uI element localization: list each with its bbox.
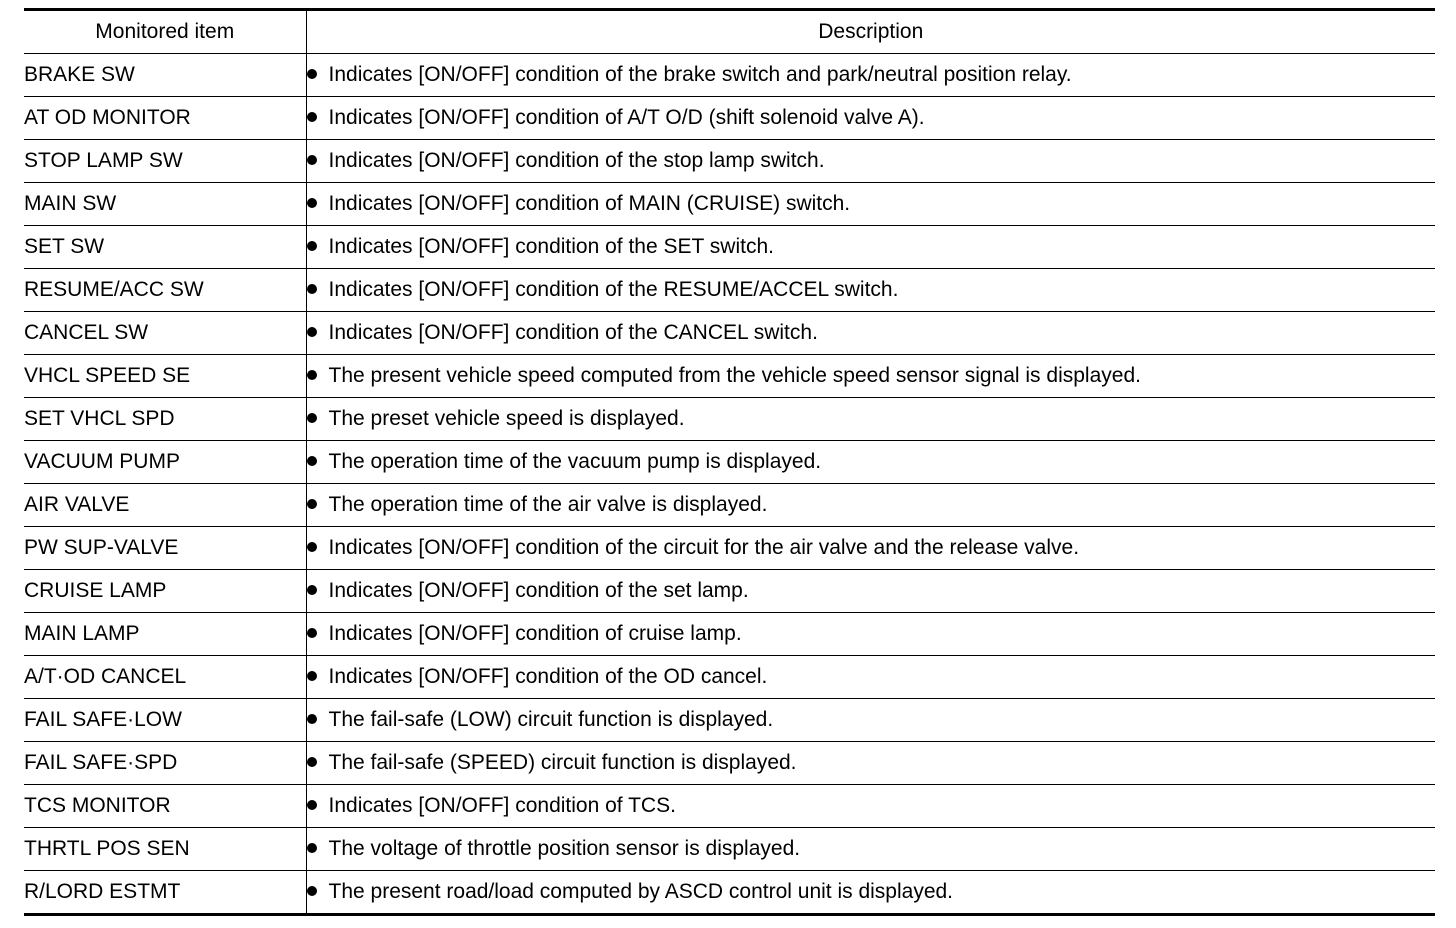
description-cell xyxy=(306,828,1435,871)
monitored-item-cell: VACUUM PUMP xyxy=(24,441,306,484)
description-text: Indicates [ON/OFF] condition of A/T O/D (shift solenoid valve A). xyxy=(328,106,925,129)
description-text: The present vehicle speed computed from the vehicle speed sensor signal is displayed. xyxy=(328,364,1141,387)
table-row xyxy=(24,871,1435,915)
description-cell xyxy=(306,527,1435,570)
table-row xyxy=(24,527,1435,570)
description-text: The operation time of the air valve is displayed. xyxy=(328,493,768,516)
bullet-icon xyxy=(307,714,317,724)
monitored-item-cell: MAIN SW xyxy=(24,183,306,226)
table-row xyxy=(24,226,1435,269)
table-row xyxy=(24,269,1435,312)
monitored-item-cell: SET VHCL SPD xyxy=(24,398,306,441)
bullet-icon xyxy=(307,327,317,337)
bullet-icon xyxy=(307,542,317,552)
table-header-row xyxy=(24,10,1435,54)
description-cell xyxy=(306,226,1435,269)
table-row xyxy=(24,140,1435,183)
description-cell xyxy=(306,484,1435,527)
description-cell xyxy=(306,785,1435,828)
table-row xyxy=(24,484,1435,527)
monitored-item-cell: MAIN LAMP xyxy=(24,613,306,656)
monitored-item-cell: AIR VALVE xyxy=(24,484,306,527)
monitored-item-cell: FAIL SAFE·SPD xyxy=(24,742,306,785)
table-row xyxy=(24,828,1435,871)
bullet-icon xyxy=(307,456,317,466)
monitored-item-cell: CANCEL SW xyxy=(24,312,306,355)
table-row xyxy=(24,355,1435,398)
description-text: Indicates [ON/OFF] condition of the SET switch. xyxy=(328,235,774,258)
description-text: Indicates [ON/OFF] condition of the OD cancel. xyxy=(328,665,768,688)
description-text: Indicates [ON/OFF] condition of the RESUME/ACCEL switch. xyxy=(328,278,899,301)
monitor-table-container xyxy=(24,8,1435,916)
monitored-item-cell: TCS MONITOR xyxy=(24,785,306,828)
table-row xyxy=(24,54,1435,97)
description-text: Indicates [ON/OFF] condition of the set lamp. xyxy=(328,579,749,602)
description-cell xyxy=(306,699,1435,742)
bullet-icon xyxy=(307,843,317,853)
description-text: The voltage of throttle position sensor is displayed. xyxy=(328,837,801,860)
monitored-item-cell: VHCL SPEED SE xyxy=(24,355,306,398)
table-row xyxy=(24,398,1435,441)
description-text: The fail-safe (LOW) circuit function is displayed. xyxy=(328,708,774,731)
monitored-item-cell: A/T·OD CANCEL xyxy=(24,656,306,699)
monitored-item-cell: THRTL POS SEN xyxy=(24,828,306,871)
description-cell xyxy=(306,398,1435,441)
monitor-table xyxy=(24,8,1435,916)
header-monitored-item: Monitored item xyxy=(24,10,306,54)
monitored-item-cell: BRAKE SW xyxy=(24,54,306,97)
bullet-icon xyxy=(307,628,317,638)
table-row xyxy=(24,785,1435,828)
description-cell xyxy=(306,613,1435,656)
bullet-icon xyxy=(307,112,317,122)
table-body xyxy=(24,54,1435,915)
table-row xyxy=(24,656,1435,699)
description-text: Indicates [ON/OFF] condition of the circuit for the air valve and the release valve. xyxy=(328,536,1080,559)
monitored-item-cell: CRUISE LAMP xyxy=(24,570,306,613)
description-cell xyxy=(306,742,1435,785)
bullet-icon xyxy=(307,757,317,767)
bullet-icon xyxy=(307,370,317,380)
monitored-item-cell: R/LORD ESTMT xyxy=(24,871,306,915)
description-text: The operation time of the vacuum pump is displayed. xyxy=(328,450,822,473)
monitored-item-cell: PW SUP-VALVE xyxy=(24,527,306,570)
bullet-icon xyxy=(307,198,317,208)
description-cell xyxy=(306,871,1435,915)
table-row xyxy=(24,183,1435,226)
description-cell xyxy=(306,656,1435,699)
bullet-icon xyxy=(307,585,317,595)
description-text: The fail-safe (SPEED) circuit function is displayed. xyxy=(328,751,797,774)
description-text: Indicates [ON/OFF] condition of TCS. xyxy=(328,794,676,817)
table-row xyxy=(24,570,1435,613)
bullet-icon xyxy=(307,499,317,509)
bullet-icon xyxy=(307,284,317,294)
description-text: Indicates [ON/OFF] condition of the CANCEL switch. xyxy=(328,321,818,344)
description-cell xyxy=(306,570,1435,613)
bullet-icon xyxy=(307,671,317,681)
bullet-icon xyxy=(307,413,317,423)
bullet-icon xyxy=(307,886,317,896)
description-cell xyxy=(306,355,1435,398)
table-row xyxy=(24,699,1435,742)
table-row xyxy=(24,312,1435,355)
description-cell xyxy=(306,140,1435,183)
monitored-item-cell: RESUME/ACC SW xyxy=(24,269,306,312)
bullet-icon xyxy=(307,69,317,79)
description-text: Indicates [ON/OFF] condition of the brake switch and park/neutral position relay. xyxy=(328,63,1072,86)
description-cell xyxy=(306,269,1435,312)
description-text: Indicates [ON/OFF] condition of the stop lamp switch. xyxy=(328,149,825,172)
description-text: Indicates [ON/OFF] condition of MAIN (CRUISE) switch. xyxy=(328,192,851,215)
table-row xyxy=(24,613,1435,656)
header-description: Description xyxy=(818,20,924,43)
table-row xyxy=(24,441,1435,484)
description-cell xyxy=(306,312,1435,355)
description-cell xyxy=(306,54,1435,97)
description-cell xyxy=(306,441,1435,484)
description-cell xyxy=(306,97,1435,140)
description-cell xyxy=(306,183,1435,226)
monitored-item-cell: AT OD MONITOR xyxy=(24,97,306,140)
bullet-icon xyxy=(307,241,317,251)
description-text: Indicates [ON/OFF] condition of cruise lamp. xyxy=(328,622,742,645)
monitored-item-cell: SET SW xyxy=(24,226,306,269)
table-row xyxy=(24,97,1435,140)
monitored-item-cell: STOP LAMP SW xyxy=(24,140,306,183)
bullet-icon xyxy=(307,155,317,165)
description-text: The present road/load computed by ASCD control unit is displayed. xyxy=(328,880,954,903)
table-row xyxy=(24,742,1435,785)
bullet-icon xyxy=(307,800,317,810)
monitored-item-cell: FAIL SAFE·LOW xyxy=(24,699,306,742)
description-text: The preset vehicle speed is displayed. xyxy=(328,407,685,430)
